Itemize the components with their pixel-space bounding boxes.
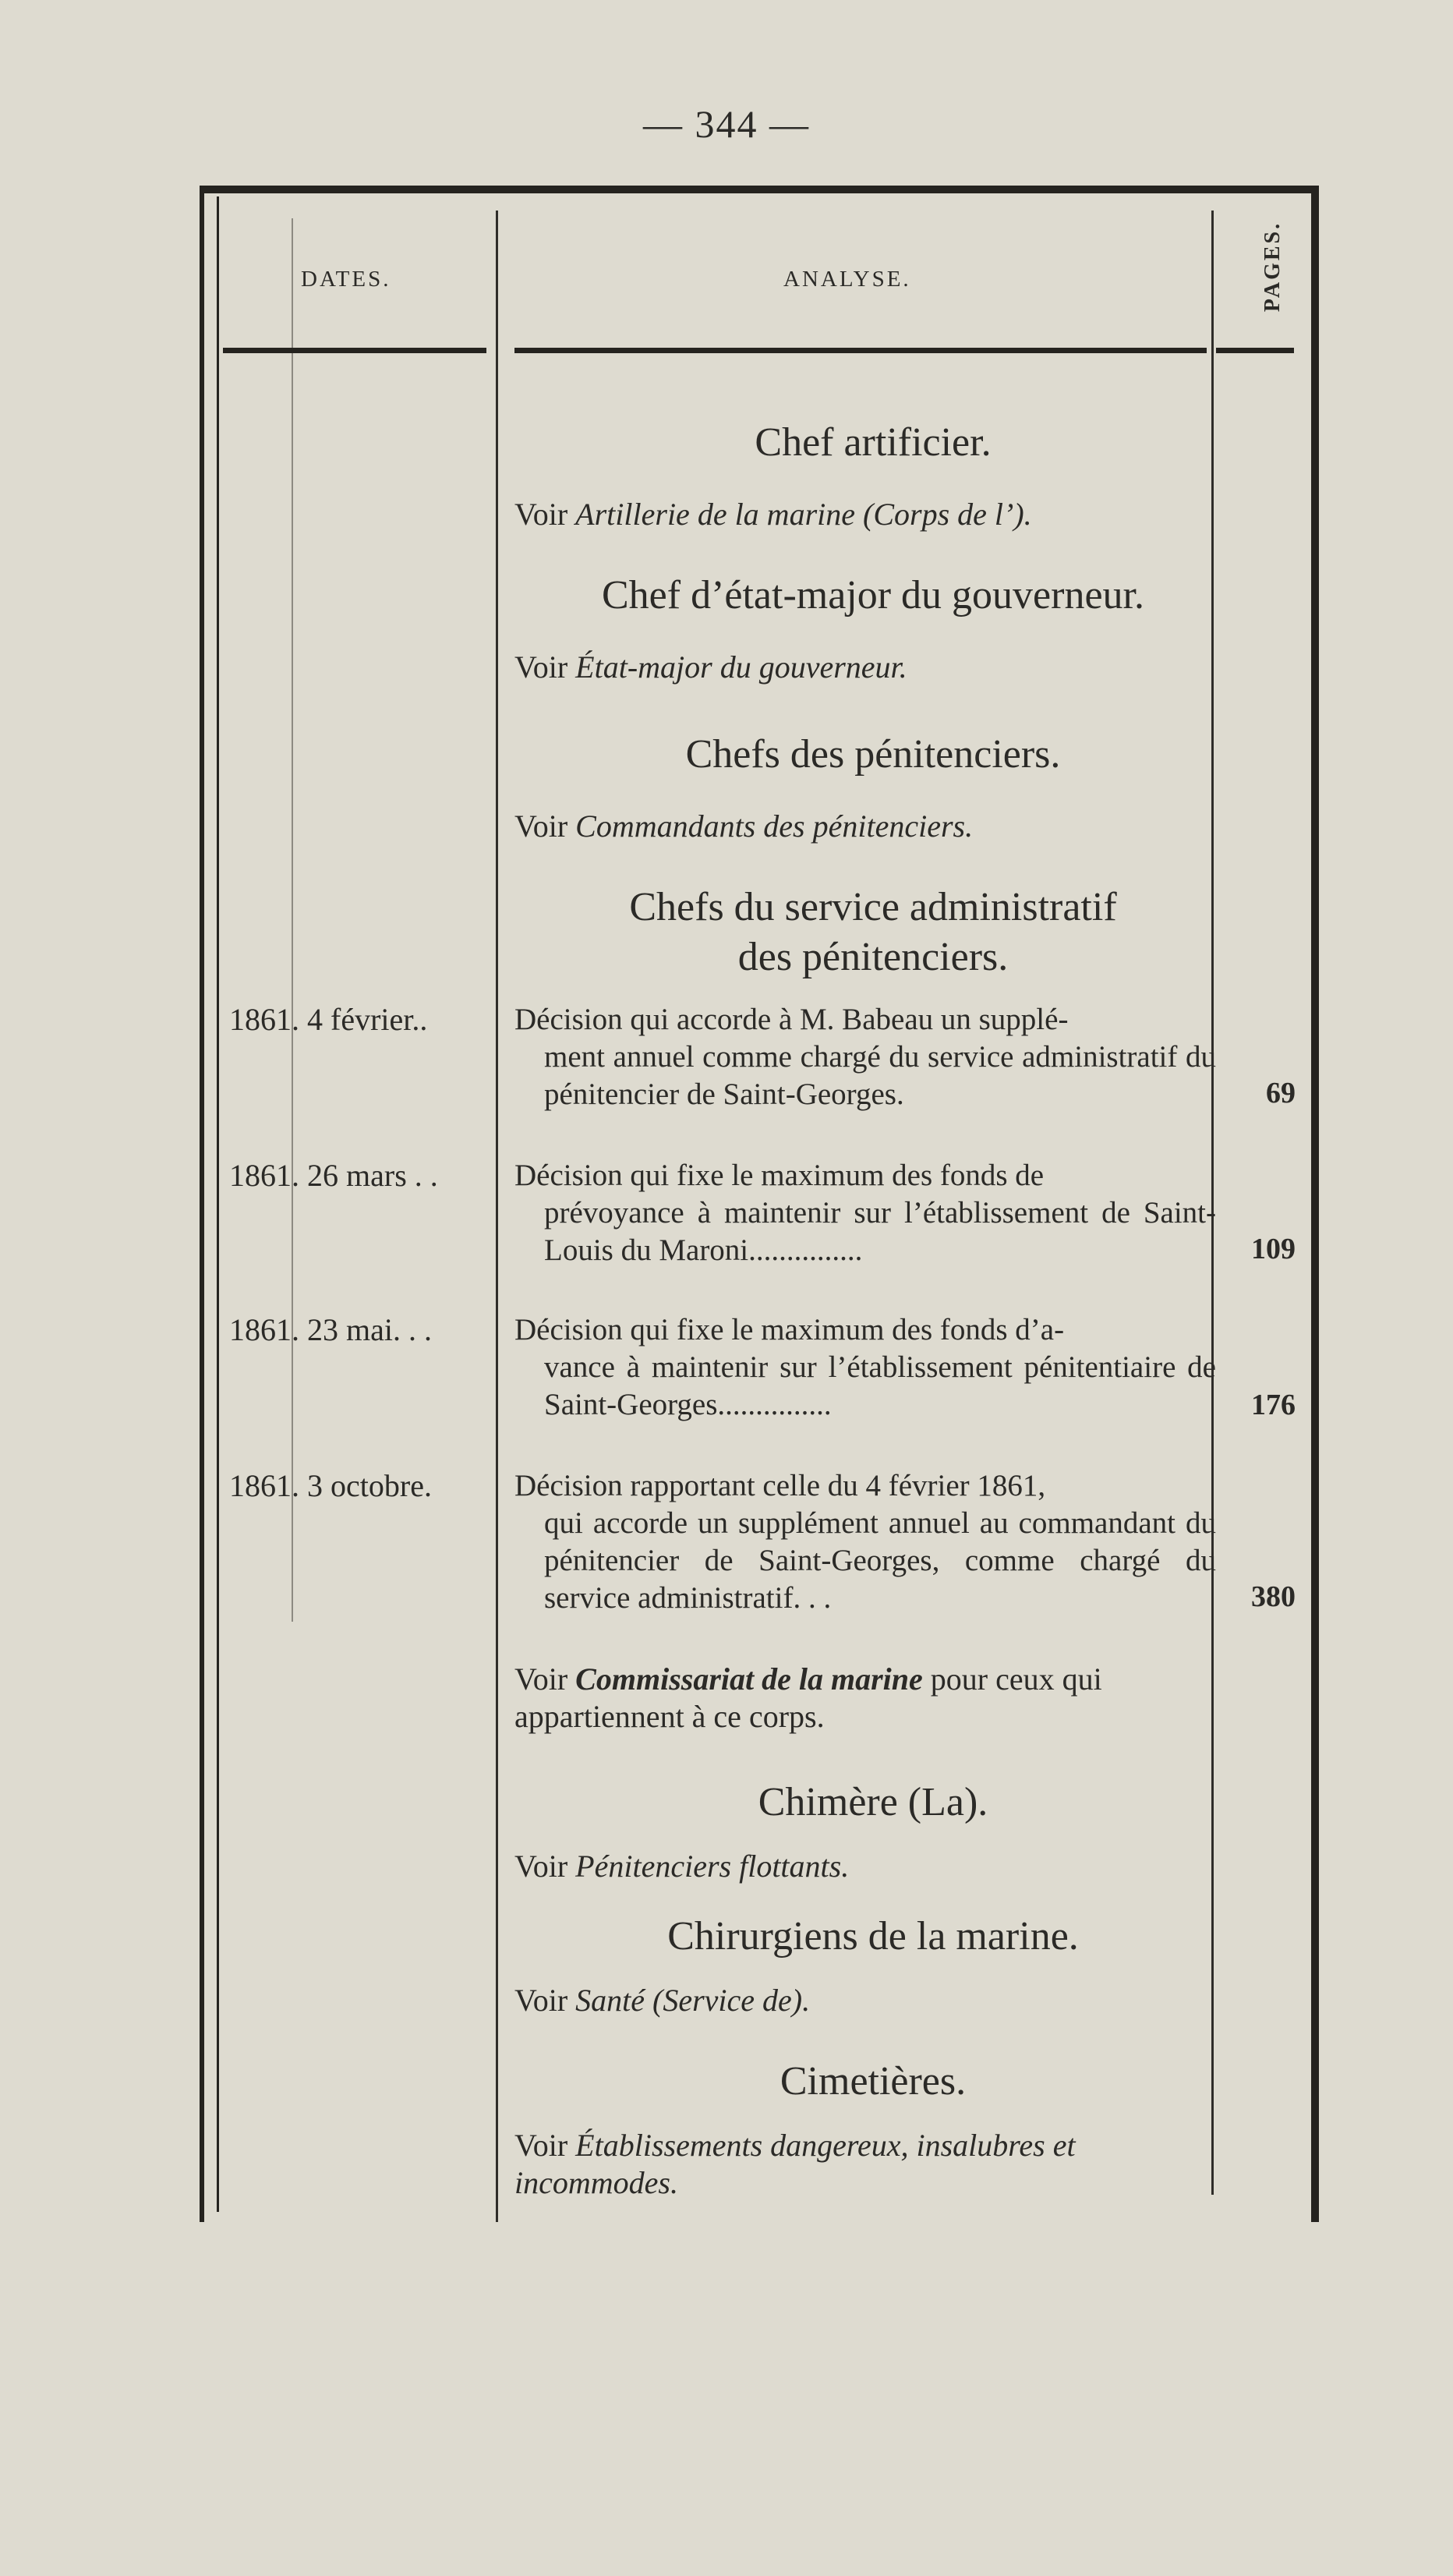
section-heading: Chef artificier. [755,420,992,465]
section-heading: Chef d’état-major du gouverneur. [602,573,1144,617]
entry-date: 1861. 26 mars . . [229,1158,438,1193]
cross-reference: Voir Artillerie de la marine (Corps de l’). [514,497,1032,532]
table-inner-border [217,196,219,2212]
section-heading: Chefs des pénitenciers. [685,732,1061,777]
page-number: — 344 — [643,102,810,146]
header-dates: DATES. [301,267,391,292]
page-reference: 109 [1251,1233,1296,1265]
entry-text: Décision qui fixe le maximum des fonds d’a- vance à maintenir sur l’établissement pénitentiaire de Saint-Georges............... [514,1313,1216,1421]
header-pages: PAGES. [1260,221,1285,313]
cross-reference: Voir État-major du gouverneur. [514,649,907,685]
cross-reference: Voir Établissements dangereux, insalubres et incommodes. [514,2128,1076,2200]
cross-reference: Voir Commissariat de la marine pour ceux qui appartiennent à ce corps. [514,1661,1102,1734]
header-rule-pages [1216,348,1294,353]
entry-date: 1861. 4 février.. [229,1002,428,1037]
page-reference: 176 [1251,1389,1296,1421]
section-heading: des pénitenciers. [737,935,1009,979]
entry-text: Décision qui accorde à M. Babeau un supplé- ment annuel comme chargé du service administratif du pénitencier de Saint-Georges. [514,1003,1216,1111]
entry-text: Décision qui fixe le maximum des fonds de prévoyance à maintenir sur l’établissement de Saint-Louis du Maroni............... [514,1159,1216,1267]
dates-inner-line [292,218,293,1622]
header-rule-dates [223,348,486,353]
cross-reference: Voir Commandants des pénitenciers. [514,809,974,844]
page-reference: 69 [1266,1077,1296,1109]
section-heading: Chefs du service administratif [629,885,1117,929]
page-reference: 380 [1251,1580,1296,1613]
header-rule-analyse [514,348,1207,353]
entry-text: Décision rapportant celle du 4 février 1861, qui accorde un supplément annuel au commandant du pénitencier de Saint-Georges, comme chargé du service administratif. . . [514,1469,1216,1615]
cross-reference: Voir Pénitenciers flottants. [514,1849,850,1884]
section-heading: Chirurgiens de la marine. [667,1914,1079,1959]
section-heading: Cimetières. [780,2059,967,2104]
column-divider-dates [496,211,498,2222]
entry-date: 1861. 23 mai. . . [229,1312,432,1347]
entry-date: 1861. 3 octobre. [229,1468,432,1503]
header-analyse: ANALYSE. [783,267,911,292]
section-heading: Chimère (La). [758,1780,988,1824]
cross-reference: Voir Santé (Service de). [514,1983,811,2018]
